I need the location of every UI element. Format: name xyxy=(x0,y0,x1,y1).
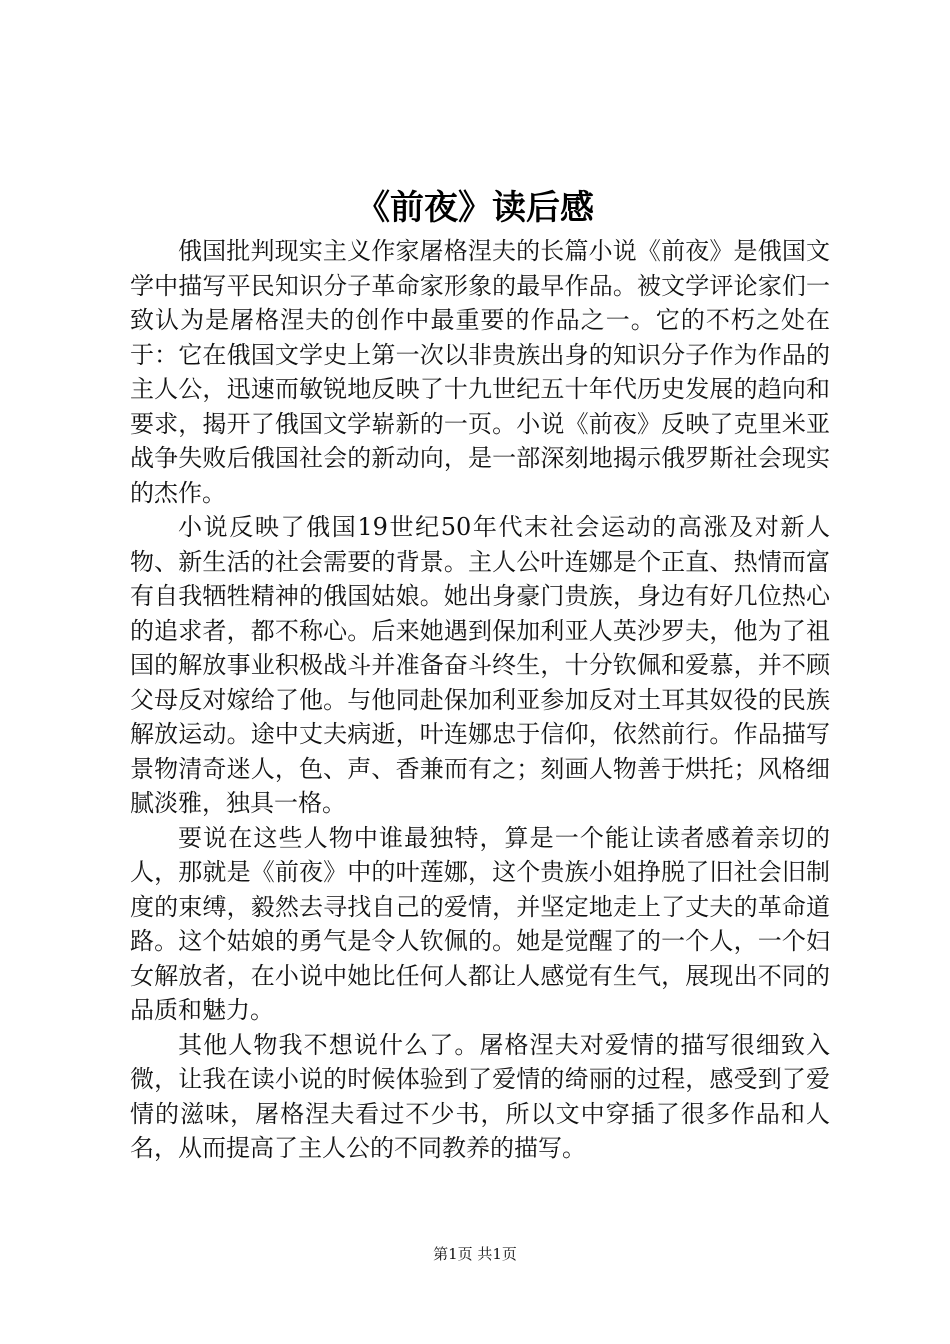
paragraph: 要说在这些人物中谁最独特，算是一个能让读者感着亲切的人，那就是《前夜》中的叶莲娜，这个贵族小姐挣脱了旧社会旧制度的束缚，毅然去寻找自己的爱情，并坚定地走上了丈夫的革命道路。这个姑娘的勇气是令人钦佩的。她是觉醒了的一个人，一个妇女解放者，在小说中她比任何人都让人感觉有生气，展现出不同的品质和魅力。 xyxy=(130,823,830,1024)
paragraph: 其他人物我不想说什么了。屠格涅夫对爱情的描写很细致入微，让我在读小说的时候体验到了爱情的绮丽的过程，感受到了爱情的滋味，屠格涅夫看过不少书，所以文中穿插了很多作品和人名，从而提高了主人公的不同教养的描写。 xyxy=(130,1030,830,1162)
paragraph: 俄国批判现实主义作家屠格涅夫的长篇小说《前夜》是俄国文学中描写平民知识分子革命家形象的最早作品。被文学评论家们一致认为是屠格涅夫的创作中最重要的作品之一。它的不朽之处在于：它在俄国文学史上第一次以非贵族出身的知识分子作为作品的主人公，迅速而敏锐地反映了十九世纪五十年代历史发展的趋向和要求，揭开了俄国文学崭新的一页。小说《前夜》反映了克里米亚战争失败后俄国社会的新动向，是一部深刻地揭示俄罗斯社会现实的杰作。 xyxy=(130,237,830,507)
document-body xyxy=(130,234,830,1166)
page-footer: 第1页 共1页 xyxy=(433,1245,517,1263)
document-title: 《前夜》读后感 xyxy=(356,188,594,228)
paragraph: 小说反映了俄国19世纪50年代末社会运动的高涨及对新人物、新生活的社会需要的背景。主人公叶连娜是个正直、热情而富有自我牺牲精神的俄国姑娘。她出身豪门贵族，身边有好几位热心的追求者，都不称心。后来她遇到保加利亚人英沙罗夫，他为了祖国的解放事业积极战斗并准备奋斗终生，十分钦佩和爱慕，并不顾父母反对嫁给了他。与他同赴保加利亚参加反对土耳其奴役的民族解放运动。途中丈夫病逝，叶连娜忠于信仰，依然前行。作品描写景物清奇迷人，色、声、香兼而有之；刻画人物善于烘托；风格细腻淡雅，独具一格。 xyxy=(130,513,830,817)
